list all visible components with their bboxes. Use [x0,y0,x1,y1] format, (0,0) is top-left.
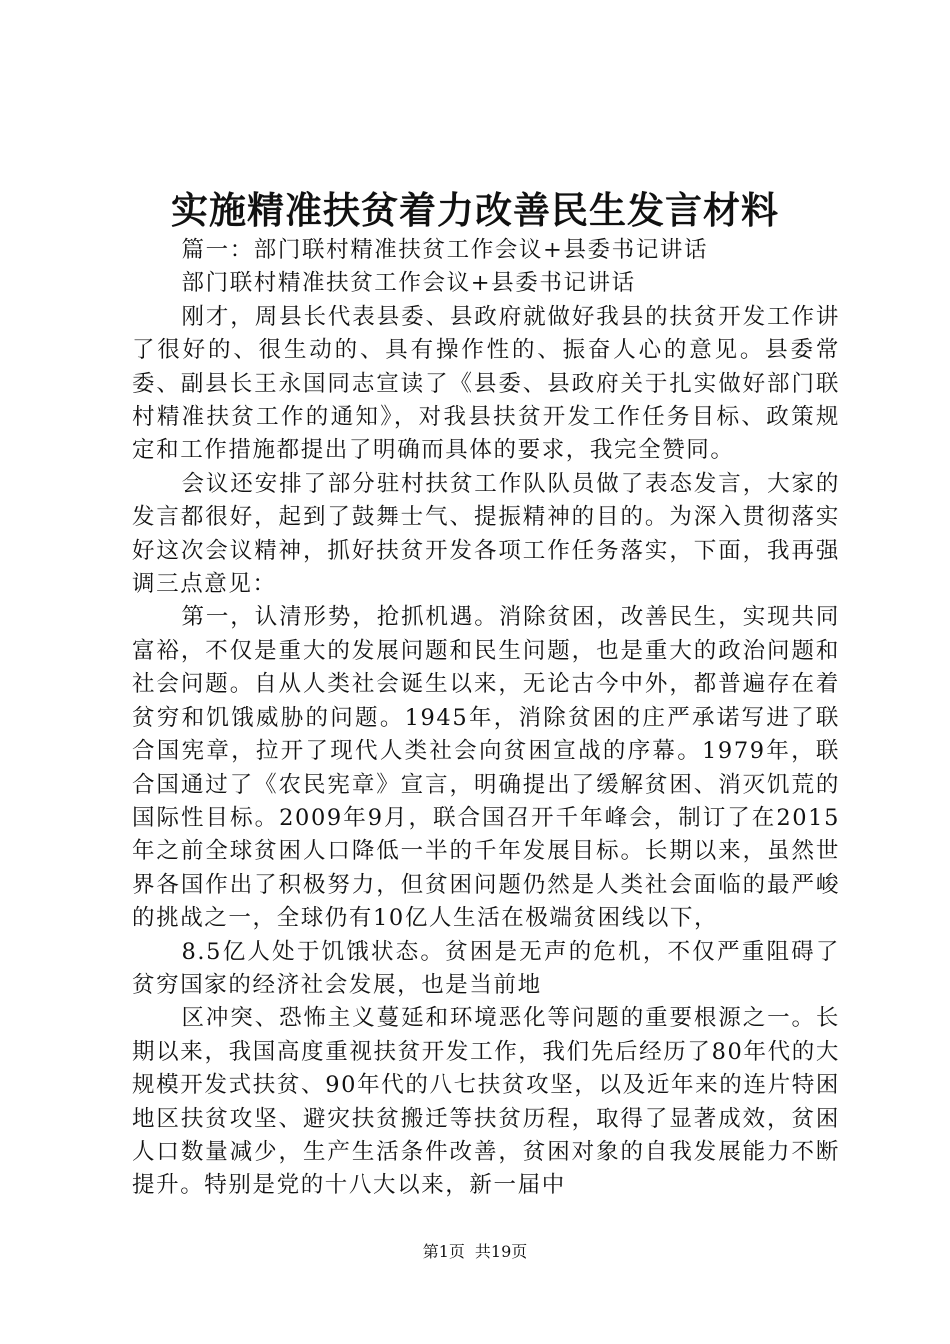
paragraph-subheading: 部门联村精准扶贫工作会议+县委书记讲话 [181,270,636,297]
paragraph: 刚才，周县长代表县委、县政府就做好我县的扶贫开发工作讲了很好的、很生动的、具有操作性的、振奋人心的意见。县委常委、副县长王永国同志宣读了《县委、县政府关于扎实做好部门联村精准扶贫工作的通知》，对我县扶贫开发工作任务目标、政策规定和工作措施都提出了明确而具体的要求，我完全赞同。 [132,303,840,464]
document-title: 实施精准扶贫着力改善民生发言材料 [171,188,779,232]
paragraph: 会议还安排了部分驻村扶贫工作队队员做了表态发言，大家的发言都很好，起到了鼓舞士气、提振精神的目的。为深入贯彻落实好这次会议精神，抓好扶贫开发各项工作任务落实，下面，我再强调三点意见： [132,470,840,598]
document-body [132,234,840,1203]
page-total: 共19页 [474,1242,528,1261]
paragraph-heading: 篇一：部门联村精准扶贫工作会议+县委书记讲话 [181,237,709,263]
paragraph: 区冲突、恐怖主义蔓延和环境恶化等问题的重要根源之一。长期以来，我国高度重视扶贫开发工作，我们先后经历了80年代的大规模开发式扶贫、90年代的八七扶贫攻坚，以及近年来的连片特困地区扶贫攻坚、避灾扶贫搬迁等扶贫历程，取得了显著成效，贫困人口数量减少，生产生活条件改善，贫困对象的自我发展能力不断提升。特别是党的十八大以来，新一届中 [132,1005,840,1199]
page-number: 第1页 [422,1242,465,1261]
paragraph: 8.5亿人处于饥饿状态。贫困是无声的危机，不仅严重阻碍了贫穷国家的经济社会发展，也是当前地 [132,938,840,998]
page-footer [0,1240,950,1264]
paragraph: 第一，认清形势，抢抓机遇。消除贫困，改善民生，实现共同富裕，不仅是重大的发展问题和民生问题，也是重大的政治问题和社会问题。自从人类社会诞生以来，无论古今中外，都普遍存在着贫穷和饥饿威胁的问题。1945年，消除贫困的庄严承诺写进了联合国宪章，拉开了现代人类社会向贫困宣战的序幕。1979年，联合国通过了《农民宪章》宣言，明确提出了缓解贫困、消灭饥荒的国际性目标。2009年9月，联合国召开千年峰会，制订了在2015年之前全球贫困人口降低一半的千年发展目标。长期以来，虽然世界各国作出了积极努力，但贫困问题仍然是人类社会面临的最严峻的挑战之一，全球仍有10亿人生活在极端贫困线以下， [132,604,840,932]
